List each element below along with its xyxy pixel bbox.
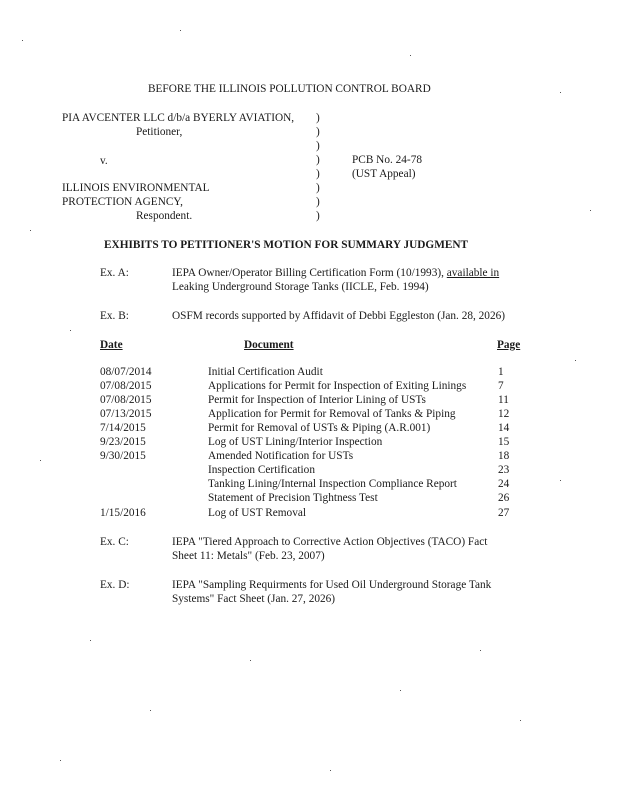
exhibit-b-line1: OSFM records supported by Affidavit of Debbi Eggleston (Jan. 28, 2026) xyxy=(172,310,506,322)
table-row-date: 08/07/2014 xyxy=(100,366,152,378)
table-row-document: Log of UST Lining/Interior Inspection xyxy=(208,436,383,448)
caption-bracket: ) xyxy=(316,112,320,124)
table-row-page: 24 xyxy=(498,478,510,490)
exhibit-c-label: Ex. C: xyxy=(100,536,129,548)
table-row-document: Inspection Certification xyxy=(208,464,315,476)
table-row-document: Applications for Permit for Inspection of Exiting Linings xyxy=(208,380,467,392)
petitioner-role: Petitioner, xyxy=(136,126,183,138)
board-title: BEFORE THE ILLINOIS POLLUTION CONTROL BOARD xyxy=(148,83,431,95)
table-row-page: 15 xyxy=(498,436,510,448)
exhibit-b-label: Ex. B: xyxy=(100,310,129,322)
table-row-page: 26 xyxy=(498,492,510,504)
versus-label: v. xyxy=(100,155,108,167)
exhibit-a-text: IEPA Owner/Operator Billing Certification Form (10/1993), xyxy=(172,267,444,279)
respondent-name-line2: PROTECTION AGENCY, xyxy=(62,196,183,208)
caption-bracket: ) xyxy=(316,168,320,180)
case-number: PCB No. 24-78 xyxy=(352,154,422,166)
table-row-document: Statement of Precision Tightness Test xyxy=(208,492,378,504)
table-row-date: 07/13/2015 xyxy=(100,408,152,420)
exhibit-d-line1: IEPA "Sampling Requirments for Used Oil Underground Storage Tank xyxy=(172,579,492,591)
table-header-date: Date xyxy=(100,339,123,351)
table-row-page: 27 xyxy=(498,507,510,519)
petitioner-name: PIA AVCENTER LLC d/b/a BYERLY AVIATION, xyxy=(62,112,295,124)
table-row-page: 7 xyxy=(498,380,504,392)
exhibit-d-line2: Systems" Fact Sheet (Jan. 27, 2026) xyxy=(172,593,336,605)
caption-bracket: ) xyxy=(316,196,320,208)
table-row-date: 07/08/2015 xyxy=(100,394,152,406)
table-row-date: 7/14/2015 xyxy=(100,422,146,434)
table-header-document: Document xyxy=(244,339,294,351)
document-title: EXHIBITS TO PETITIONER'S MOTION FOR SUMMARY JUDGMENT xyxy=(104,239,469,251)
table-row-document: Tanking Lining/Internal Inspection Compliance Report xyxy=(208,478,457,490)
table-row-document: Log of UST Removal xyxy=(208,507,307,519)
exhibit-a-link: available in xyxy=(446,267,500,279)
caption-bracket: ) xyxy=(316,140,320,152)
table-row-date: 9/23/2015 xyxy=(100,436,146,448)
exhibit-a-line1 xyxy=(172,268,499,279)
table-row-document: Permit for Inspection of Interior Lining of USTs xyxy=(208,394,426,406)
case-type: (UST Appeal) xyxy=(352,168,416,180)
table-row-page: 1 xyxy=(498,366,504,378)
table-row-document: Amended Notification for USTs xyxy=(208,450,354,462)
table-row-page: 11 xyxy=(498,394,509,406)
table-row-page: 14 xyxy=(498,422,510,434)
table-row-page: 18 xyxy=(498,450,510,462)
respondent-name-line1: ILLINOIS ENVIRONMENTAL xyxy=(62,182,210,194)
respondent-role: Respondent. xyxy=(136,210,193,222)
caption-bracket: ) xyxy=(316,154,320,166)
exhibit-d-label: Ex. D: xyxy=(100,579,130,591)
exhibit-c-line2: Sheet 11: Metals" (Feb. 23, 2007) xyxy=(172,550,325,562)
caption-bracket: ) xyxy=(316,210,320,222)
caption-bracket: ) xyxy=(316,126,320,138)
table-row-page: 12 xyxy=(498,408,510,420)
table-row-date: 07/08/2015 xyxy=(100,380,152,392)
table-row-document: Permit for Removal of USTs & Piping (A.R.001) xyxy=(208,422,431,434)
table-row-document: Application for Permit for Removal of Tanks & Piping xyxy=(208,408,456,420)
exhibit-a-label: Ex. A: xyxy=(100,267,129,279)
caption-bracket: ) xyxy=(316,182,320,194)
table-row-date: 9/30/2015 xyxy=(100,450,146,462)
table-row-date: 1/15/2016 xyxy=(100,507,146,519)
table-header-page: Page xyxy=(497,339,521,351)
exhibit-c-line1: IEPA "Tiered Approach to Corrective Action Objectives (TACO) Fact xyxy=(172,536,488,548)
exhibit-a-line2: Leaking Underground Storage Tanks (IICLE, Feb. 1994) xyxy=(172,281,429,293)
table-row-page: 23 xyxy=(498,464,510,476)
table-row-document: Initial Certification Audit xyxy=(208,366,323,378)
